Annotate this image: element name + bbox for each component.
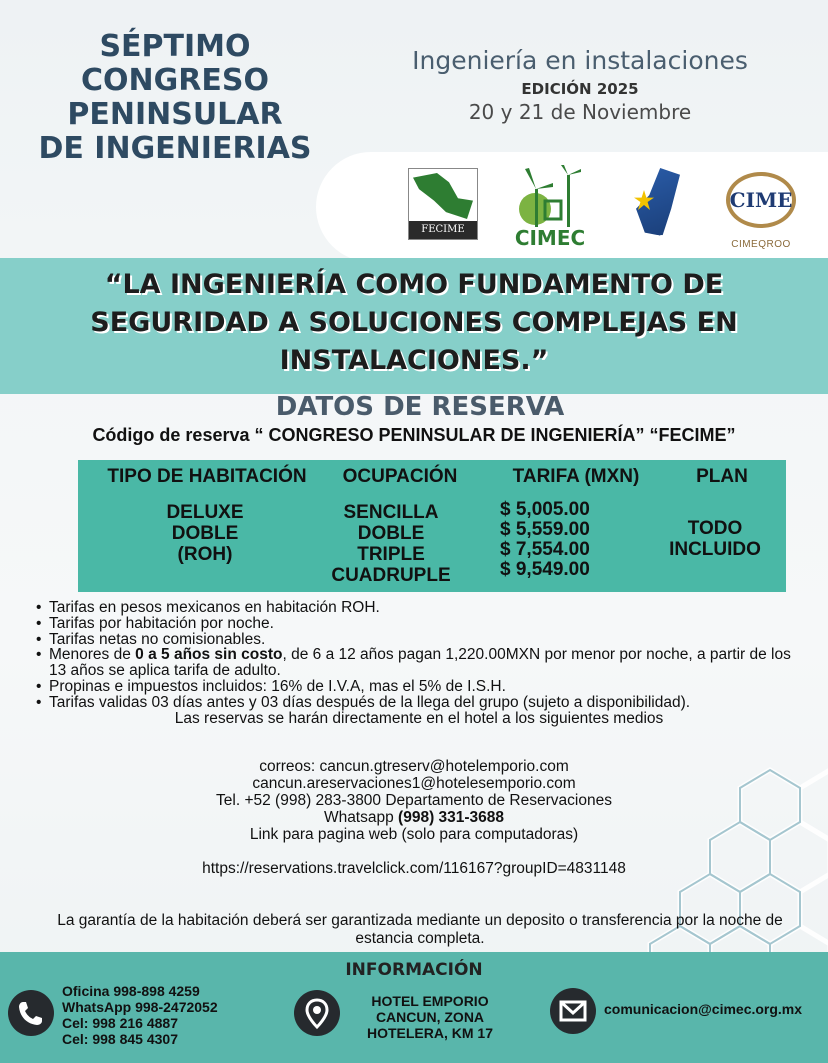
title-line-3: PENINSULAR <box>67 97 283 132</box>
guarantee-note: La garantía de la habitación deberá ser garantizada mediante un deposito o transferencia por la noche de estancia completa. <box>57 912 783 947</box>
mexico-map-icon <box>413 173 473 219</box>
rate-cell <box>500 500 620 580</box>
occupancy-line: DOBLE <box>357 523 425 544</box>
note-item: • Propinas e impuestos incluidos: 16% de I.V.A, mas el 5% de I.S.H. <box>34 679 804 695</box>
main-title <box>25 30 325 166</box>
cimeqroo-logo-text: CIMEQROO <box>731 239 791 250</box>
rate-value: $ 5,559.00 <box>500 519 590 540</box>
aeeqroo-logo-text: AEEQROO <box>640 235 676 242</box>
footer-address-line: HOTEL EMPORIO <box>371 993 489 1009</box>
cimec-logo-text: CIMEC <box>514 226 586 250</box>
footer-address-line: CANCUN, ZONA <box>375 1009 485 1025</box>
header-room-type: TIPO DE HABITACIÓN <box>107 466 307 487</box>
title-line-2: CONGRESO <box>81 63 269 98</box>
footer-phone-office: Oficina 998-898 4259 <box>62 983 200 999</box>
fecime-logo <box>408 168 478 240</box>
note-item: • Tarifas netas no comisionables. <box>34 632 804 648</box>
footer-email[interactable]: comunicacion@cimec.org.mx <box>604 1001 803 1017</box>
cimec-logo <box>505 165 595 250</box>
aeeqroo-logo <box>632 168 684 244</box>
phone-icon <box>8 990 54 1036</box>
whatsapp-number: (998) 331-3688 <box>398 809 505 826</box>
reservation-channels-note: Las reservas se harán directamente en el hotel a los siguientes medios <box>174 709 664 727</box>
footer-title: INFORMACIÓN <box>345 960 483 980</box>
contact-whatsapp <box>0 809 828 826</box>
occupancy-cell <box>316 502 466 586</box>
footer-address <box>352 993 508 1041</box>
rate-value: $ 5,005.00 <box>500 499 590 520</box>
whatsapp-label: Whatsapp <box>323 809 399 826</box>
minors-prefix: Menores de <box>49 646 136 664</box>
quote-line-2: SEGURIDAD A SOLUCIONES COMPLEJAS EN <box>90 307 738 338</box>
quote-line-3: INSTALACIONES.” <box>279 345 549 376</box>
plan-line: TODO <box>687 518 743 539</box>
contact-phone: Tel. +52 (998) 283-3800 Departamento de Reservaciones <box>216 792 612 809</box>
reservation-code: Código de reserva “ CONGRESO PENINSULAR DE INGENIERÍA” “FECIME” <box>92 425 736 445</box>
footer-address-line: HOTELERA, KM 17 <box>366 1025 493 1041</box>
footer-phones <box>62 983 218 1047</box>
quote-text <box>40 266 788 380</box>
note-item: • Tarifas validas 03 días antes y 03 días después de la llega del grupo (sujeto a disponibilidad). <box>34 695 804 711</box>
title-line-4: DE INGENIERIAS <box>38 131 312 166</box>
quote-line-1: “LA INGENIERÍA COMO FUNDAMENTO DE <box>104 269 724 300</box>
contact-email-2: cancun.areservaciones1@hotelesemporio.com <box>252 775 576 792</box>
rate-value: $ 9,549.00 <box>500 559 590 580</box>
wind-turbine-icon <box>505 165 595 227</box>
minors-free-age: 0 a 5 años sin costo <box>135 646 283 664</box>
location-pin-icon <box>294 990 340 1036</box>
plan-cell <box>656 518 774 560</box>
occupancy-line: CUADRUPLE <box>331 565 451 586</box>
contact-block <box>0 758 828 843</box>
minors-suffix: , de 6 a 12 años pagan 1,220.00MXN por menor por noche, a partir de los 13 años se aplica tarifa de adulto. <box>49 646 791 680</box>
event-dates: 20 y 21 de Noviembre <box>468 100 692 124</box>
plan-line: INCLUIDO <box>669 539 761 560</box>
cimeqroo-logo <box>718 172 804 250</box>
envelope-icon <box>550 988 596 1034</box>
footer-phone-whatsapp: WhatsApp 998-2472052 <box>62 999 218 1015</box>
title-line-1: SÉPTIMO <box>99 29 251 64</box>
footer-phone-cel-2: Cel: 998 845 4307 <box>62 1031 178 1047</box>
header-plan: PLAN <box>696 466 748 487</box>
contact-link-label: Link para pagina web (solo para computadoras) <box>249 826 579 843</box>
note-item-minors <box>34 647 804 679</box>
note-item: • Tarifas en pesos mexicanos en habitación ROH. <box>34 600 804 616</box>
occupancy-line: TRIPLE <box>357 544 425 565</box>
room-type-cell <box>130 502 280 565</box>
fecime-logo-text: FECIME <box>409 221 477 239</box>
note-item: • Tarifas por habitación por noche. <box>34 616 804 632</box>
event-edition: EDICIÓN 2025 <box>521 80 639 98</box>
rate-notes <box>34 600 804 726</box>
event-subtitle: Ingeniería en instalaciones <box>412 46 748 75</box>
room-type-line: (ROH) <box>177 544 233 565</box>
occupancy-line: SENCILLA <box>343 502 439 523</box>
cimeqroo-monogram: CIME <box>729 188 793 212</box>
reservation-url[interactable]: https://reservations.travelclick.com/116167?groupID=4831148 <box>202 860 626 877</box>
contact-email-1: correos: cancun.gtreserv@hotelemporio.com <box>259 758 569 775</box>
room-type-line: DELUXE <box>166 502 244 523</box>
room-type-line: DOBLE <box>171 523 239 544</box>
reservation-title: DATOS DE RESERVA <box>275 392 565 422</box>
footer-phone-cel-1: Cel: 998 216 4887 <box>62 1015 178 1031</box>
header-occupancy: OCUPACIÓN <box>342 466 458 487</box>
rate-value: $ 7,554.00 <box>500 539 590 560</box>
header-rate: TARIFA (MXN) <box>512 466 640 487</box>
